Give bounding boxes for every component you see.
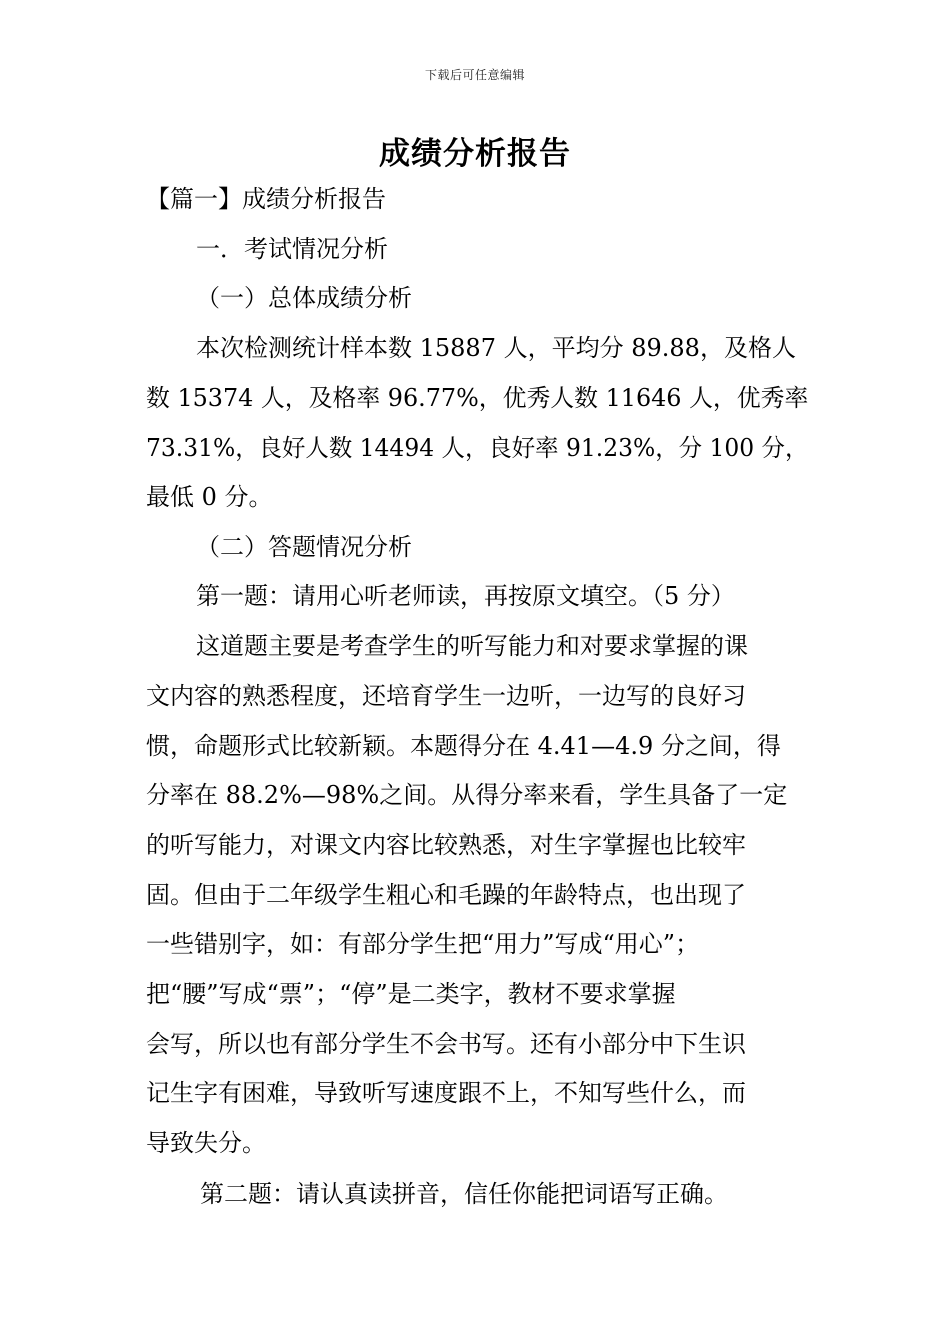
paragraph-line: 数 15374 人，及格率 96.77%，优秀人数 11646 人，优秀率 bbox=[146, 384, 809, 412]
paragraph-line: 记生字有困难，导致听写速度跟不上，不知写些什么，而 bbox=[146, 1079, 746, 1107]
document-title: 成绩分析报告 bbox=[379, 136, 571, 172]
section-heading-exam-analysis: 一．考试情况分析 bbox=[196, 235, 388, 263]
header-note: 下载后可任意编辑 bbox=[424, 68, 525, 82]
paragraph-line: 会写，所以也有部分学生不会书写。还有小部分中下生识 bbox=[146, 1030, 746, 1058]
paragraph-line: 把“腰”写成“票”；“停”是二类字，教材不要求掌握 bbox=[146, 980, 676, 1008]
subsection-heading-overall: （一）总体成绩分析 bbox=[196, 284, 412, 312]
paragraph-line: 导致失分。 bbox=[146, 1129, 266, 1157]
paragraph-line: 73.31%，良好人数 14494 人，良好率 91.23%，分 100 分， bbox=[146, 434, 809, 462]
paragraph-line: 这道题主要是考查学生的听写能力和对要求掌握的课 bbox=[196, 632, 748, 660]
paragraph-line: 分率在 88.2%—98%之间。从得分率来看，学生具备了一定 bbox=[146, 781, 788, 809]
section-heading-part-one: 【篇一】成绩分析报告 bbox=[146, 185, 386, 213]
paragraph-line: 惯，命题形式比较新颖。本题得分在 4.41—4.9 分之间，得 bbox=[146, 732, 781, 760]
paragraph-line: 一些错别字，如：有部分学生把“用力”写成“用心”； bbox=[146, 930, 700, 958]
paragraph-line: 的听写能力，对课文内容比较熟悉，对生字掌握也比较牢 bbox=[146, 831, 746, 859]
paragraph-line: 本次检测统计样本数 15887 人，平均分 89.88，及格人 bbox=[196, 334, 796, 362]
paragraph-line: 固。但由于二年级学生粗心和毛躁的年龄特点，也出现了 bbox=[146, 881, 746, 909]
subsection-heading-answers: （二）答题情况分析 bbox=[196, 533, 412, 561]
question-one-heading: 第一题：请用心听老师读，再按原文填空。（5 分） bbox=[196, 582, 735, 610]
paragraph-line: 最低 0 分。 bbox=[146, 483, 273, 511]
question-two-heading: 第二题：请认真读拼音，信任你能把词语写正确。 bbox=[200, 1180, 728, 1208]
paragraph-line: 文内容的熟悉程度，还培育学生一边听，一边写的良好习 bbox=[146, 682, 746, 710]
